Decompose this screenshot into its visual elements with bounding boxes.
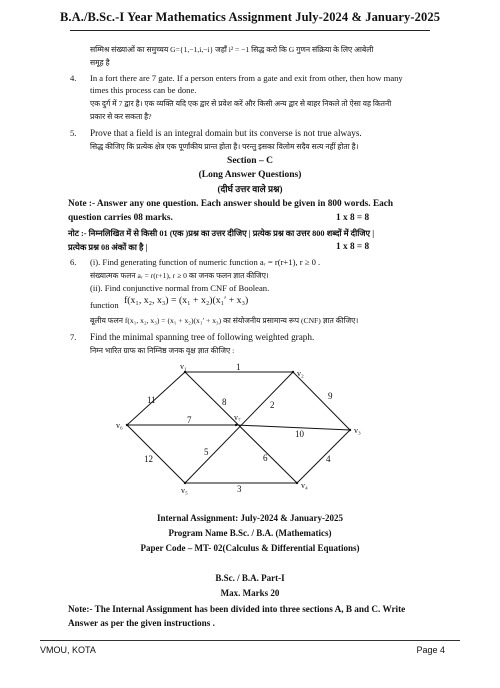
edge-v2-v3 bbox=[293, 372, 350, 430]
q4-number: 4. bbox=[70, 73, 77, 83]
weight-v7-v4: 6 bbox=[263, 453, 268, 463]
internal-note-line-1: Note:- The Internal Assignment has been divided into three sections A, B and C. Write bbox=[68, 604, 406, 614]
edge-v6-v1 bbox=[127, 372, 185, 425]
vertex-label-v1: v₁ bbox=[180, 362, 187, 371]
vertex-dot-v4 bbox=[296, 482, 298, 484]
section-note-hindi-line-2: प्रत्येक प्रश्न 08 अंकों का है | bbox=[68, 243, 148, 252]
q7-number: 7. bbox=[70, 332, 77, 342]
q6-part-1-hindi: संख्यात्मक फलन aᵣ = r(r+1), r ≥ 0 का जनक फलन ज्ञात कीजिए। bbox=[90, 271, 269, 280]
q4-english-line-1: In a fort there are 7 gate. If a person enters from a gate and exit from other, then how many bbox=[90, 73, 403, 83]
section-note-hindi-line-1: नोट :- निम्नलिखित में से किसी 01 (एक )प्रश्न का उत्तर दीजिए | प्रत्येक प्रश्न का उत्तर 800 शब्दों में दीजिए | bbox=[68, 229, 375, 238]
vertex-label-v3: v₃ bbox=[354, 426, 361, 435]
internal-line-1: Internal Assignment: July-2024 & January-2025 bbox=[156, 513, 343, 523]
edge-v7-v3 bbox=[236, 425, 350, 430]
q5-number: 5. bbox=[70, 128, 77, 138]
vertex-dot-v7 bbox=[235, 424, 237, 426]
internal-line-5: Max. Marks 20 bbox=[220, 588, 280, 598]
vertex-dot-v1 bbox=[184, 371, 186, 373]
edge-v5-v6 bbox=[127, 425, 185, 483]
weight-v3-v4: 4 bbox=[326, 454, 331, 464]
internal-line-2: Program Name B.Sc. / B.A. (Mathematics) bbox=[168, 528, 332, 538]
section-subtitle: (Long Answer Questions) bbox=[198, 170, 302, 180]
vertex-label-v6: v₆ bbox=[116, 421, 123, 430]
vertex-label-v7: v₇ bbox=[234, 413, 241, 422]
intro-line-2: समूह है bbox=[90, 58, 110, 67]
edge-v3-v4 bbox=[297, 430, 350, 483]
q4-hindi-line-2: प्रकार से कर सकता है? bbox=[90, 112, 152, 121]
section-note-line-1: Note :- Answer any one question. Each answer should be given in 800 words. Each bbox=[68, 199, 394, 209]
q7-hindi: निम्न भारित ग्राफ का निम्निष्ठ जनक वृक्ष ज्ञात कीजिए : bbox=[90, 346, 235, 355]
weight-v6-v7: 7 bbox=[187, 415, 192, 425]
q6-part-1: (i). Find generating function of numeric function aᵣ = r(r+1), r ≥ 0 . bbox=[90, 257, 321, 267]
vertex-dot-v6 bbox=[126, 424, 128, 426]
q7-english: Find the minimal spanning tree of following weighted graph. bbox=[90, 332, 315, 342]
vertex-dot-v5 bbox=[184, 482, 186, 484]
footer-page-number: Page 4 bbox=[416, 645, 445, 655]
weight-v2-v7: 2 bbox=[270, 400, 275, 410]
vertex-label-v2: v₂ bbox=[297, 369, 304, 378]
weight-v5-v6: 12 bbox=[144, 454, 153, 464]
q5-hindi: सिद्ध कीजिए कि प्रत्येक क्षेत्र एक पूर्णांकीय प्रान्त होता है। परन्तु इसका विलोम सदैव सत्य नहीं होता है। bbox=[90, 142, 359, 151]
weight-v7-v5: 5 bbox=[204, 447, 209, 457]
section-marks: 1 x 8 = 8 bbox=[336, 213, 370, 223]
page-header-title: B.A./B.Sc.-I Year Mathematics Assignment July-2024 & January-2025 bbox=[59, 10, 441, 24]
footer-institution: VMOU, KOTA bbox=[40, 645, 96, 655]
q4-hindi-line-1: एक दुर्ग में 7 द्वार है। एक व्यक्ति यदि एक द्वार से प्रवेश करें और किसी अन्य द्वार से बाहर निकले तो ऐसा वह कितनी bbox=[90, 99, 392, 108]
graph-edges bbox=[127, 372, 350, 483]
vertex-label-v4: v₄ bbox=[301, 481, 308, 490]
vertex-dot-v2 bbox=[292, 371, 294, 373]
weight-v6-v1: 11 bbox=[147, 395, 156, 405]
weight-v1-v7: 8 bbox=[222, 397, 227, 407]
q6-number: 6. bbox=[70, 257, 77, 267]
internal-note-line-2: Answer as per the given instructions . bbox=[68, 618, 215, 628]
section-subtitle-hindi: (दीर्घ उत्तर वाले प्रश्न) bbox=[217, 184, 283, 194]
q6-part-2: (ii). Find conjunctive normal from CNF of Boolean. bbox=[90, 283, 270, 293]
vertex-label-v5: v₅ bbox=[181, 486, 188, 495]
weight-v7-v3: 10 bbox=[295, 429, 304, 439]
q4-english-line-2: times this process can be done. bbox=[90, 85, 197, 95]
footer-divider bbox=[40, 640, 460, 641]
internal-line-4: B.Sc. / B.A. Part-I bbox=[215, 573, 285, 583]
internal-line-3: Paper Code – MT- 02(Calculus & Differential Equations) bbox=[140, 543, 360, 553]
vertex-dot-v3 bbox=[349, 429, 351, 431]
weight-v4-v5: 3 bbox=[237, 484, 242, 494]
section-note-line-2: question carries 08 marks. bbox=[68, 213, 173, 223]
q6-function-formula: f(x₁, x₂, x₃) = (x₁ + x₂)(x₁′ + x₃) bbox=[124, 295, 249, 306]
section-title: Section – C bbox=[227, 156, 273, 166]
weight-v1-v2: 1 bbox=[236, 362, 241, 372]
q6-function-hindi: बूलीय फलन f(x₁, x₂, x₃) = (x₁ + x₂)(x₁′ + x₃) का संयोजनीय प्रसामान्य रूप (CNF) ज्ञात कीजिए। bbox=[90, 316, 359, 325]
q6-function-label: function bbox=[90, 300, 119, 310]
weight-v2-v3: 9 bbox=[328, 391, 333, 401]
q5-english: Prove that a field is an integral domain but its converse is not true always. bbox=[90, 128, 362, 138]
section-marks-hindi: 1 x 8 = 8 bbox=[336, 242, 370, 252]
intro-line-1: सम्मिश्र संख्याओं का समुच्चय G={1,−1,i,−i} जहाँ i² = −1 सिद्ध करो कि G गुणन संक्रिया के लिए आबेली bbox=[90, 45, 374, 54]
